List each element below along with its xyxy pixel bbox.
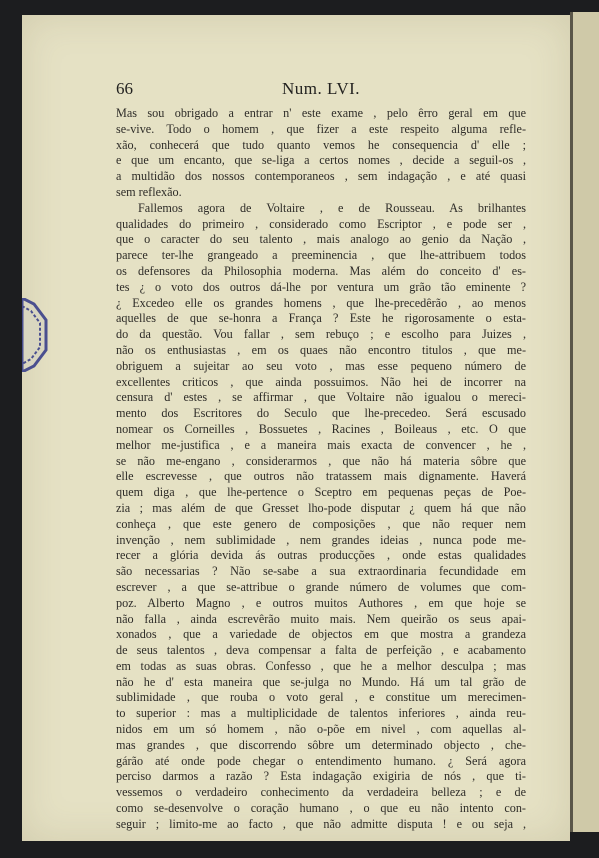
text-line: xonados , que a variedade de objectos em que mostra a grandeza <box>116 627 526 642</box>
text-line: não falla , ainda escrevêrão muito mais. Nem queirão os seus apai- <box>116 611 526 626</box>
text-line: perciso darmos a razão ? Esta indagação exigiria de nós , que ti- <box>116 769 526 784</box>
running-title: Num. LVI. <box>282 79 361 98</box>
text-line: vessemos o verdadeiro conhecimento da verdadeira belleza ; e de <box>116 785 526 800</box>
text-line: sem reflexão. <box>116 184 182 199</box>
text-line: parece ter-lhe grangeado a preeminencia , que lhe-attribuem todos <box>116 248 526 263</box>
text-line: nidos em um só homem , não o-põe em nivel , com aquellas al- <box>116 722 526 737</box>
text-line: aquelles de que se-honra a França ? Este he rigorosamente o esta- <box>116 311 526 326</box>
text-line: zia ; mas além de que Gresset lho-pode disputar ¿ quem há que não <box>116 500 526 515</box>
text-line: do da questão. Vou fallar , sem rebuço ; e escolho para Juizes , <box>116 327 526 342</box>
text-line: invenção , nem sublimidade , nem grandes ideias , nunca pode me- <box>116 532 526 547</box>
text-line: gárão até onde pode chegar o entendimento humano. ¿ Será agora <box>116 753 526 768</box>
text-line: mento dos Escritores do Seculo que lhe-precedeo. Será escusado <box>116 406 526 421</box>
text-line: poz. Alberto Magno , e outros muitos Authores , em que hoje se <box>116 595 526 610</box>
text-line: excellentes criticos , que ainda possuimos. Não hei de incorrer na <box>116 374 526 389</box>
text-line: não he d' esta maneira que se-julga no Mundo. Há um tal grão de <box>116 674 526 689</box>
text-line: ¿ Excedeo elle os grandes homens , que lhe-precedêrão , ao menos <box>116 295 526 310</box>
page-header <box>116 79 526 101</box>
text-line: se não me-engano , considerarmos , que não há materia sôbre que <box>116 453 526 468</box>
text-line: em todas as suas obras. Confesso , que he a melhor desculpa ; mas <box>116 658 526 673</box>
text-line: não os enthusiastas , em os quaes não encontro titulos , que me- <box>116 342 526 357</box>
text-line: Fallemos agora de Voltaire , e de Rousseau. As brilhantes <box>138 200 526 215</box>
text-line: qualidades do primeiro , considerado como Escriptor , e pode ser , <box>116 216 526 231</box>
body-text <box>116 106 526 833</box>
adjacent-page-edge <box>573 12 599 832</box>
text-line: os defensores da Philosophia moderna. Mas além do conceito d' es- <box>116 263 526 278</box>
text-line: recer a glória devida ás outras producções , onde estas qualidades <box>116 548 526 563</box>
text-line: que o caracter do seu talento , mais analogo ao genio da Nação , <box>116 232 526 247</box>
text-line: escrever , a que se-attribue o grande número de volumes que com- <box>116 579 526 594</box>
text-line: elle escrevesse , que outros não tratassem mais dignamente. Haverá <box>116 469 526 484</box>
text-line: melhor me-justifica , e a maneira mais exacta de convencer , he , <box>116 437 526 452</box>
text-line: se-vive. Todo o homem , que fizer a este respeito alguma refle- <box>116 121 526 136</box>
text-line: sublimidade , que rouba o voto geral , e constitue um merecimen- <box>116 690 526 705</box>
text-line: conheça , que este genero de composições , que não requer nem <box>116 516 526 531</box>
text-line: censura d' estes , se affirmar , que Voltaire não igualou o mereci- <box>116 390 526 405</box>
bookmark-tab-icon <box>22 298 48 372</box>
text-line: de seus talentos , deva compensar a falta de perfeição , e acabamento <box>116 643 526 658</box>
text-line: xão, conhecerá que tudo quanto vemos he consequencia d' elle ; <box>116 137 526 152</box>
page-number: 66 <box>116 79 133 98</box>
text-line: nomear os Corneilles , Bossuetes , Racines , Boileaus , etc. O que <box>116 421 526 436</box>
text-line: a multidão dos nossos contemporaneos , sem indagação , e até quasi <box>116 169 526 184</box>
text-line: quem diga , que lhe-pertence o Sceptro em pequenas peças de Poe- <box>116 485 526 500</box>
text-line: mas grandes , que discorrendo sôbre um determinado objecto , che- <box>116 737 526 752</box>
text-line: obriguem a sujeitar ao seu voto , mas esse pequeno número de <box>116 358 526 373</box>
text-line: como se-desenvolve o coração humano , o que eu não intento con- <box>116 801 526 816</box>
text-line: Mas sou obrigado a entrar n' este exame , pelo êrro geral em que <box>116 106 526 120</box>
text-line: são necessarias ? Não se-sabe a sua extraordinaria fecundidade em <box>116 564 526 579</box>
text-line: e que um encanto, que se-liga a certos nomes , decide a seguil-os , <box>116 153 526 168</box>
text-line: to superior : mas a multiplicidade de talentos inferiores , ainda reu- <box>116 706 526 721</box>
text-line: tes ¿ o voto dos outros dá-lhe por ventura um grão tão eminente ? <box>116 279 526 294</box>
text-line: seguir ; limito-me ao facto , que não admitte disputa ! e ou seja , <box>116 816 526 831</box>
